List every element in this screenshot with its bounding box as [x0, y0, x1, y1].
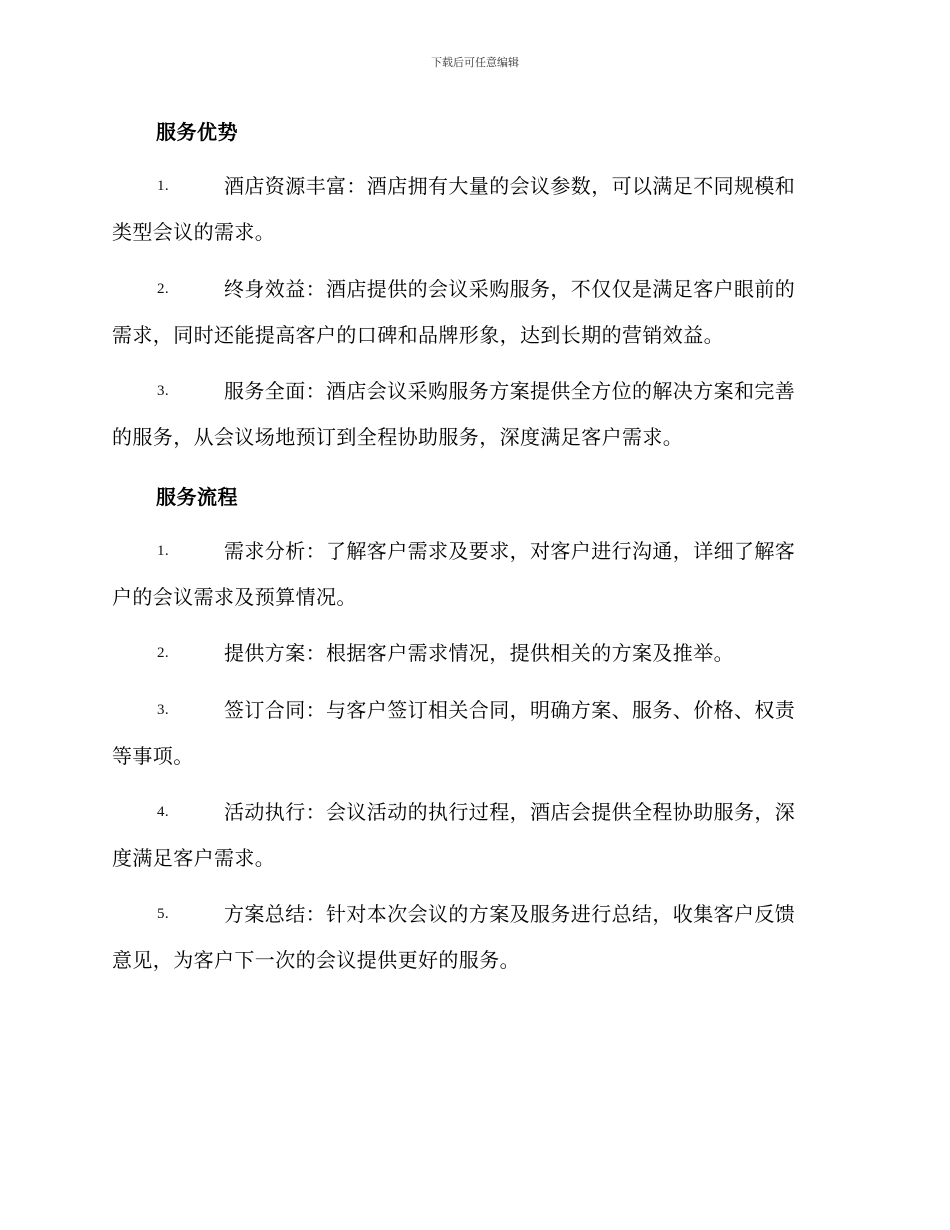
header-note: 下载后可任意编辑	[431, 56, 519, 69]
list-item-text-continued: 户的会议需求及预算情况。	[112, 585, 357, 609]
list-item-text: 酒店资源丰富：酒店拥有大量的会议参数，可以满足不同规模和	[224, 174, 796, 198]
list-item-text: 签订合同：与客户签订相关合同，明确方案、服务、价格、权责	[224, 698, 796, 722]
list-item-number: 1.	[157, 543, 170, 559]
list-item	[112, 528, 834, 620]
section-title-process: 服务流程	[156, 485, 238, 509]
list-item-number: 2.	[157, 645, 170, 661]
list-item-text: 需求分析：了解客户需求及要求，对客户进行沟通，详细了解客	[224, 539, 796, 563]
list-item-number: 5.	[157, 906, 170, 922]
list-item-text: 提供方案：根据客户需求情况，提供相关的方案及推举。	[224, 641, 734, 665]
list-item-text: 活动执行：会议活动的执行过程，酒店会提供全程协助服务，深	[224, 800, 796, 824]
list-item	[112, 891, 834, 983]
list-item-number: 2.	[157, 281, 170, 297]
list-item-text: 终身效益：酒店提供的会议采购服务，不仅仅是满足客户眼前的	[224, 277, 796, 301]
section-title-advantages: 服务优势	[156, 120, 238, 144]
list-item-text-continued: 类型会议的需求。	[112, 220, 276, 244]
list-item	[112, 630, 834, 676]
list-item-number: 3.	[157, 702, 170, 718]
list-item	[112, 266, 834, 358]
list-item-number: 3.	[157, 383, 170, 399]
list-item-text-continued: 等事项。	[112, 744, 194, 768]
list-item-text-continued: 意见，为客户下一次的会议提供更好的服务。	[112, 948, 520, 972]
list-item-text: 服务全面：酒店会议采购服务方案提供全方位的解决方案和完善	[224, 379, 796, 403]
list-item	[112, 163, 834, 255]
list-item-number: 4.	[157, 804, 170, 820]
list-item-text-continued: 需求，同时还能提高客户的口碑和品牌形象，达到长期的营销效益。	[112, 323, 724, 347]
list-item	[112, 789, 834, 881]
list-item	[112, 368, 834, 460]
list-item-text-continued: 度满足客户需求。	[112, 846, 276, 870]
list-item-number: 1.	[157, 178, 170, 194]
list-item-text: 方案总结：针对本次会议的方案及服务进行总结，收集客户反馈	[224, 902, 796, 926]
list-item-text-continued: 的服务，从会议场地预订到全程协助服务，深度满足客户需求。	[112, 425, 684, 449]
list-item	[112, 687, 834, 779]
